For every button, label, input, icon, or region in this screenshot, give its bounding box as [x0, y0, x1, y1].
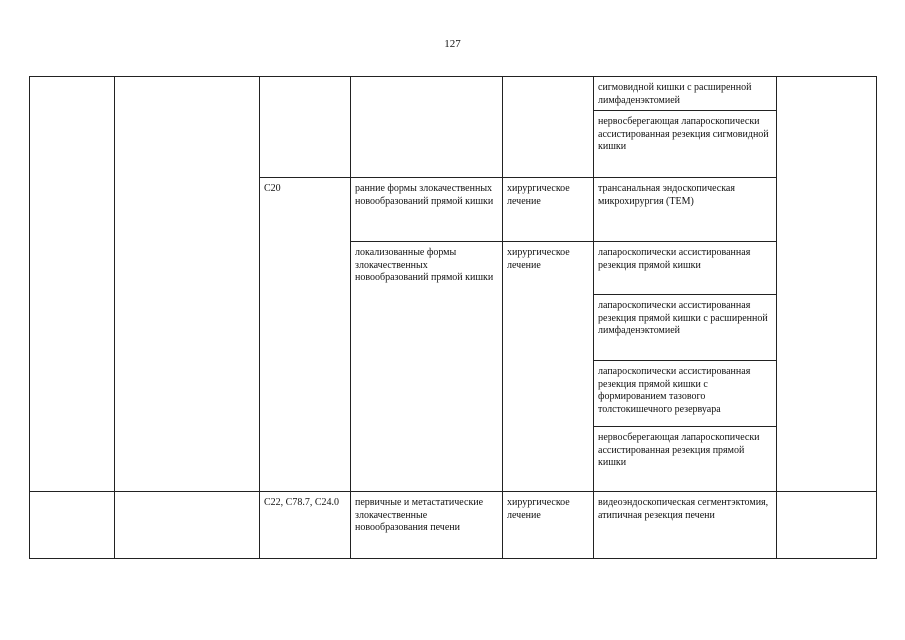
medical-care-table	[29, 76, 877, 559]
cell-section	[115, 77, 260, 492]
cell-code: С22, С78.7, С24.0	[260, 492, 351, 559]
cell-method: нервосберегающая лапароскопически ассистированная резекция сигмовидной кишки	[594, 111, 777, 178]
cell-diagnosis: локализованные формы злокачественных новообразований прямой кишки	[351, 242, 503, 492]
cell-method: лапароскопически ассистированная резекция прямой кишки	[594, 242, 777, 295]
cell-cost	[777, 77, 877, 492]
page-number: 127	[444, 38, 461, 50]
cell-treatment	[503, 77, 594, 178]
cell-treatment: хирургическое лечение	[503, 492, 594, 559]
cell-diagnosis: первичные и метастатические злокачественные новообразования печени	[351, 492, 503, 559]
cell-treatment: хирургическое лечение	[503, 178, 594, 242]
cell-method: сигмовидной кишки с расширенной лимфаденэктомией	[594, 77, 777, 111]
table-row	[30, 77, 877, 111]
cell-number	[30, 77, 115, 492]
cell-method: нервосберегающая лапароскопически ассистированная резекция прямой кишки	[594, 427, 777, 492]
cell-method: лапароскопически ассистированная резекция прямой кишки с расширенной лимфаденэктомией	[594, 295, 777, 361]
cell-number	[30, 492, 115, 559]
cell-method: лапароскопически ассистированная резекция прямой кишки с формированием тазового толстокишечного резервуара	[594, 361, 777, 427]
cell-diagnosis: ранние формы злокачественных новообразований прямой кишки	[351, 178, 503, 242]
cell-method: трансанальная эндоскопическая микрохирургия (ТЕМ)	[594, 178, 777, 242]
cell-section	[115, 492, 260, 559]
cell-diagnosis	[351, 77, 503, 178]
table-row	[30, 492, 877, 559]
cell-code: С20	[260, 178, 351, 492]
cell-treatment: хирургическое лечение	[503, 242, 594, 492]
cell-cost	[777, 492, 877, 559]
cell-method: видеоэндоскопическая сегментэктомия, атипичная резекция печени	[594, 492, 777, 559]
cell-code	[260, 77, 351, 178]
